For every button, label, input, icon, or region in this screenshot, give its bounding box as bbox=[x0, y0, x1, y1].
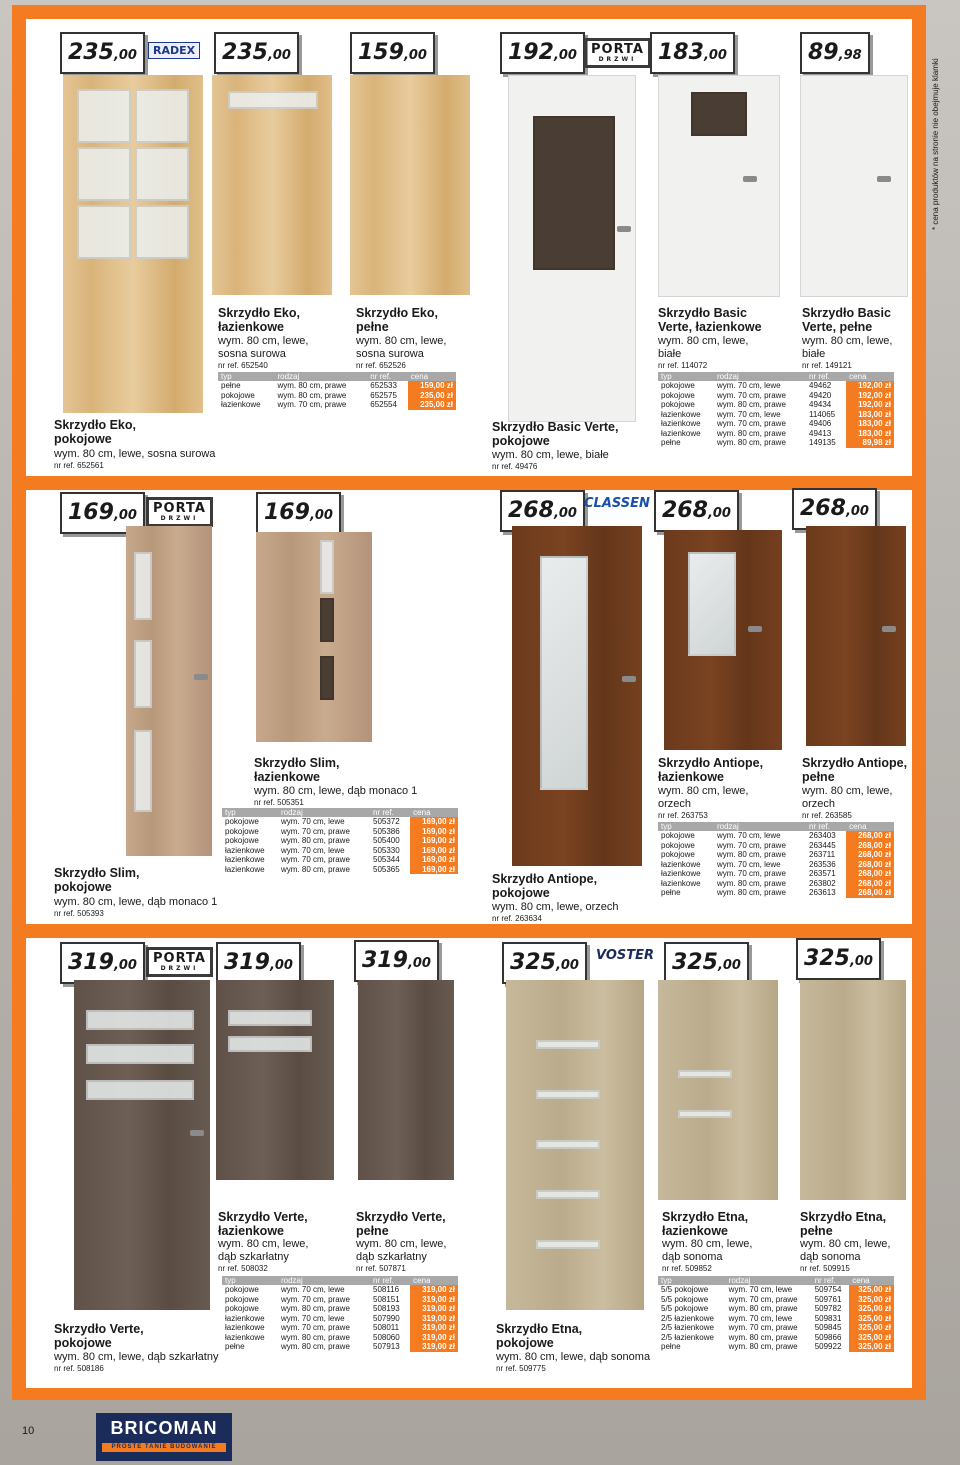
product-description: wym. 80 cm, lewe, białe bbox=[658, 335, 749, 360]
glass-pane bbox=[77, 205, 131, 259]
table-row: łazienkowe wym. 80 cm, prawe 508060 319,00 zł bbox=[222, 1333, 458, 1343]
door-image-verte-pokojowe bbox=[74, 980, 210, 1310]
table-row: pokojowe wym. 80 cm, prawe 505400 169,00 zł bbox=[222, 836, 458, 846]
glass-pane bbox=[135, 89, 189, 143]
price-tag: 89,98 bbox=[800, 32, 870, 74]
glass-pane bbox=[228, 91, 318, 109]
door-image-slim-lazienkowe bbox=[256, 532, 372, 742]
table-row: łazienkowe wym. 70 cm, lewe 263536 268,00 zł bbox=[658, 860, 894, 870]
table-row: pokojowe wym. 70 cm, lewe 263403 268,00 zł bbox=[658, 831, 894, 841]
glass-pane bbox=[533, 116, 615, 270]
voster-logo: VOSTER bbox=[596, 948, 655, 963]
product-ref: nr ref. 263753 bbox=[658, 811, 708, 820]
door-handle bbox=[190, 1130, 204, 1136]
product-description: wym. 80 cm, lewe, białe bbox=[802, 335, 893, 360]
product-description: wym. 80 cm, lewe, orzech bbox=[658, 785, 749, 810]
product-title: Skrzydło Verte, łazienkowe bbox=[218, 1210, 308, 1238]
product-description: wym. 80 cm, lewe, białe bbox=[492, 449, 609, 461]
product-ref: nr ref. 652540 bbox=[218, 361, 268, 370]
price-tag: 169,00 bbox=[60, 492, 145, 534]
product-title: Skrzydło Eko, pokojowe bbox=[54, 418, 136, 446]
product-title: Skrzydło Etna, łazienkowe bbox=[662, 1210, 749, 1238]
product-ref: nr ref. 652561 bbox=[54, 461, 104, 470]
orange-divider-2 bbox=[26, 924, 912, 938]
table-row: łazienkowe wym. 80 cm, prawe 505365 169,00 zł bbox=[222, 865, 458, 875]
product-description: wym. 80 cm, lewe, dąb sonoma bbox=[662, 1238, 753, 1263]
price-tag: 235,00 bbox=[214, 32, 299, 74]
product-title: Skrzydło Antiope, łazienkowe bbox=[658, 756, 764, 784]
product-ref: nr ref. 505393 bbox=[54, 909, 104, 918]
price-tag: 319,00 bbox=[216, 942, 301, 984]
glass-pane bbox=[135, 205, 189, 259]
porta-logo: PORTA DRZWI bbox=[584, 38, 651, 68]
glass-pane bbox=[320, 656, 334, 700]
glass-pane bbox=[77, 147, 131, 201]
glass-pane bbox=[536, 1090, 600, 1099]
product-title: Skrzydło Etna, pokojowe bbox=[496, 1322, 583, 1350]
price-tag: 159,00 bbox=[350, 32, 435, 74]
table-row: pokojowe wym. 70 cm, prawe 508151 319,00 zł bbox=[222, 1295, 458, 1305]
table-row: łazienkowe wym. 80 cm, prawe 49413 183,00 zł bbox=[658, 429, 894, 439]
table-row: pokojowe wym. 70 cm, lewe 505372 169,00 zł bbox=[222, 817, 458, 827]
product-ref: nr ref. 508032 bbox=[218, 1264, 268, 1273]
glass-pane bbox=[134, 730, 152, 812]
price-tag: 319,00 bbox=[354, 940, 439, 982]
product-title: Skrzydło Antiope, pełne bbox=[802, 756, 908, 784]
product-title: Skrzydło Basic Verte, pełne bbox=[802, 306, 891, 334]
product-description: wym. 80 cm, lewe, dąb monaco 1 bbox=[254, 785, 418, 797]
glass-pane bbox=[691, 92, 747, 136]
price-tag: 325,00 bbox=[502, 942, 587, 984]
product-title: Skrzydło Eko, pełne bbox=[356, 306, 438, 334]
door-image-etna-pelne bbox=[800, 980, 906, 1200]
variants-table: typ rodzaj nr ref. cena pokojowe wym. 70 cm, lewe 49462 192,00 zł pokojowe wym. 70 cm, prawe 49420 192,00 zł pokojowe wym. 80 cm, prawe 49434 192,00 zł łazienkowe wym. 70 cm, lewe 114065 183,00 zł łazienkowe wym. 70 cm, prawe 49406 183,00 zł łazienkowe wym. 80 cm, prawe 49413 183,00 zł pełne wym. 80 cm, prawe 149135 89,98 zł bbox=[658, 372, 894, 448]
door-image-eko-pelne bbox=[350, 75, 470, 295]
price-tag: 268,00 bbox=[792, 488, 877, 530]
classen-logo: CLASSEN bbox=[584, 496, 650, 511]
glass-pane bbox=[536, 1190, 600, 1199]
product-ref: nr ref. 49476 bbox=[492, 462, 538, 471]
product-ref: nr ref. 509852 bbox=[662, 1264, 712, 1273]
price-tag: 319,00 bbox=[60, 942, 145, 984]
orange-frame-bottom bbox=[12, 1388, 926, 1400]
door-image-basic-verte-lazienkowe bbox=[658, 75, 780, 297]
product-title: Skrzydło Slim, łazienkowe bbox=[254, 756, 340, 784]
product-ref: nr ref. 509775 bbox=[496, 1364, 546, 1373]
door-image-basic-verte-pokojowe bbox=[508, 75, 636, 422]
glass-pane bbox=[320, 540, 334, 594]
variants-table: typ rodzaj nr ref. cena pełne wym. 80 cm, prawe 652533 159,00 zł pokojowe wym. 80 cm, prawe 652575 235,00 zł łazienkowe wym. 70 cm, prawe 652554 235,00 zł bbox=[218, 372, 456, 410]
product-description: wym. 80 cm, lewe, sosna surowa bbox=[218, 335, 309, 360]
product-ref: nr ref. 507871 bbox=[356, 1264, 406, 1273]
price-tag: 325,00 bbox=[796, 938, 881, 980]
table-row: pokojowe wym. 80 cm, prawe 49434 192,00 zł bbox=[658, 400, 894, 410]
variants-table: typ rodzaj nr ref. cena 5/5 pokojowe wym. 70 cm, lewe 509754 325,00 zł 5/5 pokojowe wym. 70 cm, prawe 509761 325,00 zł 5/5 pokojowe wym. 80 cm, prawe 509782 325,00 zł 2/5 łazienkowe wym. 70 cm, lewe 509831 325,00 zł 2/5 łazienkowe wym. 70 cm, prawe 509845 325,00 zł 2/5 łazienkowe wym. 80 cm, prawe 509866 325,00 zł pełne wym. 80 cm, prawe 509922 325,00 zł bbox=[658, 1276, 894, 1352]
glass-pane bbox=[77, 89, 131, 143]
product-description: wym. 80 cm, lewe, dąb sonoma bbox=[800, 1238, 891, 1263]
glass-pane bbox=[688, 552, 736, 656]
product-description: wym. 80 cm, lewe, dąb szkarłatny bbox=[356, 1238, 447, 1263]
glass-pane bbox=[540, 556, 588, 790]
page-number: 10 bbox=[22, 1425, 35, 1437]
door-handle bbox=[622, 676, 636, 682]
product-ref: nr ref. 652526 bbox=[356, 361, 406, 370]
product-ref: nr ref. 505351 bbox=[254, 798, 304, 807]
product-description: wym. 80 cm, lewe, dąb monaco 1 bbox=[54, 896, 218, 908]
porta-logo: PORTA DRZWI bbox=[146, 497, 213, 527]
door-image-etna-pokojowe bbox=[506, 980, 644, 1310]
door-image-slim-pokojowe bbox=[126, 526, 212, 856]
product-ref: nr ref. 149121 bbox=[802, 361, 852, 370]
door-image-antiope-pokojowe bbox=[512, 526, 642, 866]
product-title: Skrzydło Antiope, pokojowe bbox=[492, 872, 598, 900]
product-description: wym. 80 cm, lewe, sosna surowa bbox=[54, 448, 216, 460]
table-row: łazienkowe wym. 70 cm, prawe 263571 268,00 zł bbox=[658, 869, 894, 879]
product-title: Skrzydło Verte, pełne bbox=[356, 1210, 446, 1238]
table-row: łazienkowe wym. 70 cm, lewe 505330 169,00 zł bbox=[222, 846, 458, 856]
price-tag: 183,00 bbox=[650, 32, 735, 74]
door-image-etna-lazienkowe bbox=[658, 980, 778, 1200]
table-row: pokojowe wym. 70 cm, prawe 505386 169,00 zł bbox=[222, 827, 458, 837]
price-tag: 268,00 bbox=[654, 490, 739, 532]
variants-table: typ rodzaj nr ref. cena pokojowe wym. 70 cm, lewe 505372 169,00 zł pokojowe wym. 70 cm, prawe 505386 169,00 zł pokojowe wym. 80 cm, prawe 505400 169,00 zł łazienkowe wym. 70 cm, lewe 505330 169,00 zł łazienkowe wym. 70 cm, prawe 505344 169,00 zł łazienkowe wym. 80 cm, prawe 505365 169,00 zł bbox=[222, 808, 458, 874]
product-ref: nr ref. 263634 bbox=[492, 914, 542, 923]
glass-pane bbox=[536, 1240, 600, 1249]
door-handle bbox=[882, 626, 896, 632]
glass-pane bbox=[678, 1070, 732, 1078]
product-title: Skrzydło Slim, pokojowe bbox=[54, 866, 140, 894]
glass-pane bbox=[135, 147, 189, 201]
product-title: Skrzydło Verte, pokojowe bbox=[54, 1322, 144, 1350]
glass-pane bbox=[86, 1044, 194, 1064]
product-description: wym. 80 cm, lewe, dąb szkarłatny bbox=[218, 1238, 309, 1263]
table-row: pokojowe wym. 70 cm, prawe 49420 192,00 zł bbox=[658, 391, 894, 401]
table-row: pokojowe wym. 70 cm, lewe 49462 192,00 zł bbox=[658, 381, 894, 391]
glass-pane bbox=[228, 1010, 312, 1026]
orange-frame-top bbox=[12, 5, 918, 19]
table-row: łazienkowe wym. 70 cm, prawe 49406 183,00 zł bbox=[658, 419, 894, 429]
variants-table: typ rodzaj nr ref. cena pokojowe wym. 70 cm, lewe 508116 319,00 zł pokojowe wym. 70 cm, prawe 508151 319,00 zł pokojowe wym. 80 cm, prawe 508193 319,00 zł łazienkowe wym. 70 cm, lewe 507990 319,00 zł łazienkowe wym. 70 cm, prawe 508011 319,00 zł łazienkowe wym. 80 cm, prawe 508060 319,00 zł pełne wym. 80 cm, prawe 507913 319,00 zł bbox=[222, 1276, 458, 1352]
product-description: wym. 80 cm, lewe, dąb szkarłatny bbox=[54, 1351, 219, 1363]
product-ref: nr ref. 508186 bbox=[54, 1364, 104, 1373]
product-title: Skrzydło Basic Verte, łazienkowe bbox=[658, 306, 762, 334]
door-image-eko-lazienkowe bbox=[212, 75, 332, 295]
product-title: Skrzydło Etna, pełne bbox=[800, 1210, 887, 1238]
bricoman-logo bbox=[96, 1413, 232, 1461]
glass-pane bbox=[134, 640, 152, 708]
price-tag: 192,00 bbox=[500, 32, 585, 74]
table-row: pełne wym. 80 cm, prawe 149135 89,98 zł bbox=[658, 438, 894, 448]
glass-pane bbox=[86, 1010, 194, 1030]
table-row: pokojowe wym. 80 cm, prawe 652575 235,00 zł bbox=[218, 391, 456, 401]
door-image-verte-lazienkowe bbox=[216, 980, 334, 1180]
table-row: pełne wym. 80 cm, prawe 263613 268,00 zł bbox=[658, 888, 894, 898]
table-row: 2/5 łazienkowe wym. 70 cm, prawe 509845 325,00 zł bbox=[658, 1323, 894, 1333]
door-handle bbox=[194, 674, 208, 680]
glass-pane bbox=[228, 1036, 312, 1052]
glass-pane bbox=[536, 1140, 600, 1149]
variants-table: typ rodzaj nr ref. cena pokojowe wym. 70 cm, lewe 263403 268,00 zł pokojowe wym. 70 cm, prawe 263445 268,00 zł pokojowe wym. 80 cm, prawe 263711 268,00 zł łazienkowe wym. 70 cm, lewe 263536 268,00 zł łazienkowe wym. 70 cm, prawe 263571 268,00 zł łazienkowe wym. 80 cm, prawe 263802 268,00 zł pełne wym. 80 cm, prawe 263613 268,00 zł bbox=[658, 822, 894, 898]
door-handle bbox=[877, 176, 891, 182]
price-tag: 235,00 bbox=[60, 32, 145, 74]
logo-tagline: PROSTE TANIE BUDOWANIE bbox=[102, 1443, 226, 1452]
table-row: 5/5 pokojowe wym. 70 cm, lewe 509754 325,00 zł bbox=[658, 1285, 894, 1295]
table-row: 2/5 łazienkowe wym. 70 cm, lewe 509831 325,00 zł bbox=[658, 1314, 894, 1324]
glass-pane bbox=[678, 1110, 732, 1118]
table-row: łazienkowe wym. 70 cm, prawe 508011 319,00 zł bbox=[222, 1323, 458, 1333]
table-row: pełne wym. 80 cm, prawe 652533 159,00 zł bbox=[218, 381, 456, 391]
door-image-eko-pokojowe bbox=[63, 75, 203, 413]
orange-divider-1 bbox=[26, 476, 912, 490]
table-row: łazienkowe wym. 70 cm, prawe 652554 235,00 zł bbox=[218, 400, 456, 410]
glass-pane bbox=[86, 1080, 194, 1100]
product-description: wym. 80 cm, lewe, sosna surowa bbox=[356, 335, 447, 360]
logo-name: BRICOMAN bbox=[110, 1418, 218, 1438]
orange-frame-right bbox=[912, 5, 926, 1400]
product-ref: nr ref. 114072 bbox=[658, 361, 708, 370]
table-row: łazienkowe wym. 70 cm, prawe 505344 169,00 zł bbox=[222, 855, 458, 865]
table-row: pokojowe wym. 80 cm, prawe 263711 268,00 zł bbox=[658, 850, 894, 860]
product-description: wym. 80 cm, lewe, orzech bbox=[492, 901, 619, 913]
table-row: pokojowe wym. 80 cm, prawe 508193 319,00 zł bbox=[222, 1304, 458, 1314]
table-row: 5/5 pokojowe wym. 80 cm, prawe 509782 325,00 zł bbox=[658, 1304, 894, 1314]
glass-pane bbox=[320, 598, 334, 642]
price-tag: 169,00 bbox=[256, 492, 341, 534]
table-row: 5/5 pokojowe wym. 70 cm, prawe 509761 325,00 zł bbox=[658, 1295, 894, 1305]
glass-pane bbox=[134, 552, 152, 620]
product-title: Skrzydło Eko, łazienkowe bbox=[218, 306, 300, 334]
table-row: łazienkowe wym. 70 cm, lewe 114065 183,00 zł bbox=[658, 410, 894, 420]
door-handle bbox=[748, 626, 762, 632]
product-ref: nr ref. 509915 bbox=[800, 1264, 850, 1273]
door-image-basic-verte-pelne bbox=[800, 75, 908, 297]
product-description: wym. 80 cm, lewe, dąb sonoma bbox=[496, 1351, 651, 1363]
price-footnote: * cena produktów na stronie nie obejmuje klamki bbox=[931, 58, 940, 230]
orange-frame-left bbox=[12, 5, 26, 1400]
price-tag: 325,00 bbox=[664, 942, 749, 984]
product-title: Skrzydło Basic Verte, pokojowe bbox=[492, 420, 619, 448]
price-tag: 268,00 bbox=[500, 490, 585, 532]
table-row: pełne wym. 80 cm, prawe 507913 319,00 zł bbox=[222, 1342, 458, 1352]
table-row: 2/5 łazienkowe wym. 80 cm, prawe 509866 325,00 zł bbox=[658, 1333, 894, 1343]
product-ref: nr ref. 263585 bbox=[802, 811, 852, 820]
table-row: pokojowe wym. 70 cm, lewe 508116 319,00 zł bbox=[222, 1285, 458, 1295]
product-description: wym. 80 cm, lewe, orzech bbox=[802, 785, 893, 810]
door-handle bbox=[743, 176, 757, 182]
door-image-verte-pelne bbox=[358, 980, 454, 1180]
door-image-antiope-pelne bbox=[806, 526, 906, 746]
radex-logo: RADEX bbox=[148, 42, 200, 59]
door-image-antiope-lazienkowe bbox=[664, 530, 782, 750]
table-row: pełne wym. 80 cm, prawe 509922 325,00 zł bbox=[658, 1342, 894, 1352]
porta-logo: PORTA DRZWI bbox=[146, 947, 213, 977]
table-row: łazienkowe wym. 70 cm, lewe 507990 319,00 zł bbox=[222, 1314, 458, 1324]
glass-pane bbox=[536, 1040, 600, 1049]
table-row: pokojowe wym. 70 cm, prawe 263445 268,00 zł bbox=[658, 841, 894, 851]
table-row: łazienkowe wym. 80 cm, prawe 263802 268,00 zł bbox=[658, 879, 894, 889]
door-handle bbox=[617, 226, 631, 232]
